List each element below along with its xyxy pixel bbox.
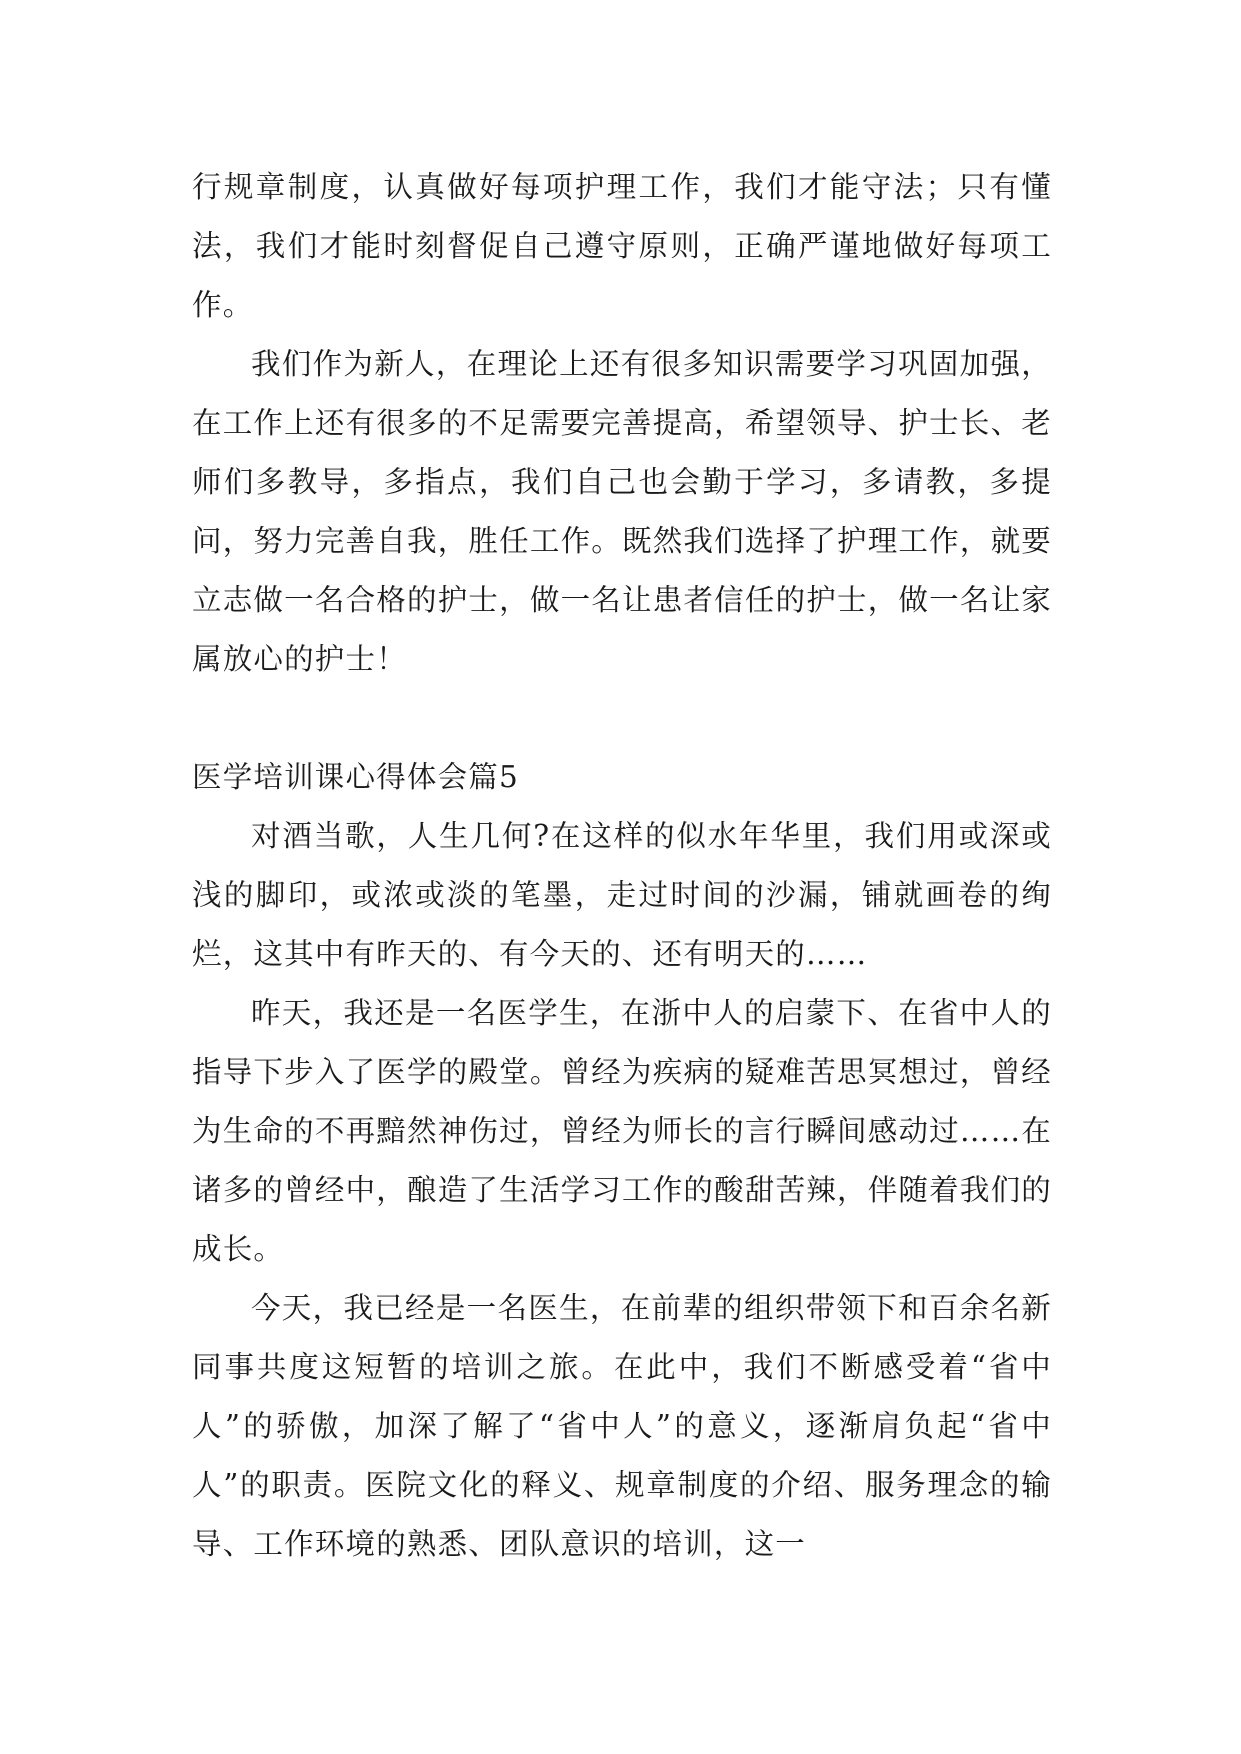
- paragraph-continued-rules: 行规章制度，认真做好每项护理工作，我们才能守法；只有懂法，我们才能时刻督促自己遵守原则，正确严谨地做好每项工作。: [192, 170, 1052, 322]
- document-body: [192, 158, 1052, 1574]
- paragraph-intro: 对酒当歌，人生几何?在这样的似水年华里，我们用或深或浅的脚印，或浓或淡的笔墨，走过时间的沙漏，铺就画卷的绚烂，这其中有昨天的、有今天的、还有明天的……: [192, 819, 1052, 971]
- paragraph-new-nurses: 我们作为新人，在理论上还有很多知识需要学习巩固加强，在工作上还有很多的不足需要完善提高，希望领导、护士长、老师们多教导，多指点，我们自己也会勤于学习，多请教，多提问，努力完善自我，胜任工作。既然我们选择了护理工作，就要立志做一名合格的护士，做一名让患者信任的护士，做一名让家属放心的护士！: [192, 347, 1052, 676]
- paragraph-today: 今天，我已经是一名医生，在前辈的组织带领下和百余名新同事共度这短暂的培训之旅。在此中，我们不断感受着“省中人”的骄傲，加深了解了“省中人”的意义，逐渐肩负起“省中人”的职责。医院文化的释义、规章制度的介绍、服务理念的输导、工作环境的熟悉、团队意识的培训，这一: [192, 1291, 1052, 1561]
- paragraph-yesterday: 昨天，我还是一名医学生，在浙中人的启蒙下、在省中人的指导下步入了医学的殿堂。曾经为疾病的疑难苦思冥想过，曾经为生命的不再黯然神伤过，曾经为师长的言行瞬间感动过……在诸多的曾经中，酿造了生活学习工作的酸甜苦辣，伴随着我们的成长。: [192, 996, 1052, 1266]
- section-title: 医学培训课心得体会篇5: [192, 760, 519, 794]
